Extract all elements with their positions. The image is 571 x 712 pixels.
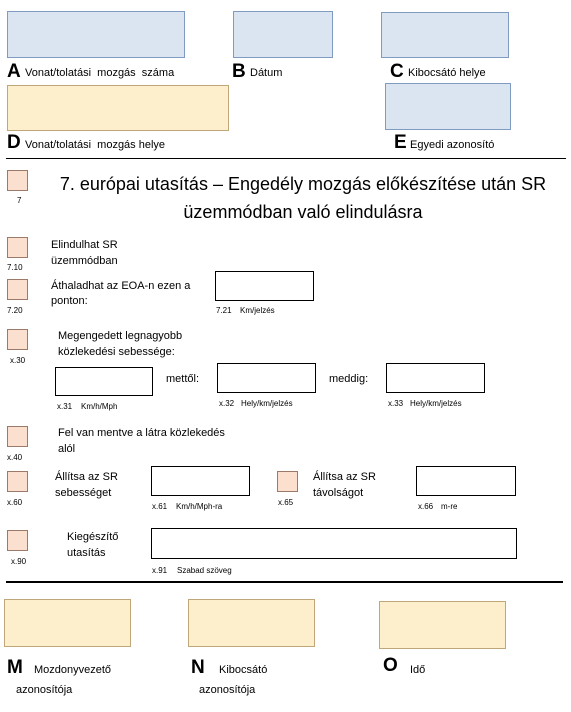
- item-7-10-checkbox[interactable]: [7, 237, 28, 258]
- item-7-10-text-line1: Elindulhat SR: [51, 239, 118, 251]
- field-o-box[interactable]: [379, 601, 506, 649]
- item-x-61-code: x.61: [152, 502, 168, 511]
- item-x-60-code: x.60: [7, 498, 23, 507]
- item-x-30-to-label: meddig:: [329, 373, 369, 385]
- item-7-10-text-line2: üzemmódban: [51, 255, 118, 267]
- field-c-label: Kibocsátó helye: [408, 67, 486, 79]
- field-a-label: Vonat/tolatási mozgás száma: [25, 67, 175, 79]
- item-7-20-text-line1: Áthaladhat az EOA-n ezen a: [51, 280, 191, 292]
- item-7-20-checkbox[interactable]: [7, 279, 28, 300]
- item-x-91-code: x.91: [152, 566, 168, 575]
- instruction-checkbox[interactable]: [7, 170, 28, 191]
- field-e-letter: E: [394, 132, 407, 153]
- item-x-40-code: x.40: [7, 453, 23, 462]
- field-o-label: Idő: [410, 664, 426, 676]
- item-7-21-input[interactable]: [215, 271, 314, 301]
- item-x-33-input[interactable]: [386, 363, 485, 393]
- field-n-letter: N: [191, 657, 205, 678]
- field-m-box[interactable]: [4, 599, 131, 647]
- item-x-90-text-line2: utasítás: [67, 547, 106, 559]
- field-a-box[interactable]: [7, 11, 185, 58]
- field-b-label: Dátum: [250, 67, 283, 79]
- field-m-label-line1: Mozdonyvezető: [34, 664, 112, 676]
- item-7-21-code: 7.21: [216, 306, 232, 315]
- top-divider: [6, 158, 566, 159]
- item-x-31-input[interactable]: [55, 367, 153, 396]
- item-x-30-from-label: mettől:: [166, 373, 200, 385]
- item-x-31-unit: Km/h/Mph: [81, 402, 118, 411]
- field-n-label-line1: Kibocsátó: [219, 664, 268, 676]
- item-x-40-text-line1: Fel van mentve a látra közlekedés: [58, 427, 225, 439]
- item-x-33-unit: Hely/km/jelzés: [410, 399, 462, 408]
- item-x-65-checkbox[interactable]: [277, 471, 298, 492]
- item-7-10-code: 7.10: [7, 263, 23, 272]
- field-d-letter: D: [7, 132, 21, 153]
- item-x-61-input[interactable]: [151, 466, 250, 496]
- item-x-61-unit: Km/h/Mph-ra: [176, 502, 223, 511]
- item-x-90-checkbox[interactable]: [7, 530, 28, 551]
- item-x-91-input[interactable]: [151, 528, 517, 559]
- instruction-title-line2: üzemmódban való elindulásra: [183, 202, 423, 222]
- item-x-30-text-line1: Megengedett legnagyobb: [58, 330, 183, 342]
- field-o-letter: O: [383, 655, 398, 676]
- item-x-60-text-line2: sebességet: [55, 487, 112, 499]
- item-x-66-unit: m-re: [441, 502, 458, 511]
- field-a-letter: A: [7, 61, 21, 82]
- field-d-box[interactable]: [7, 85, 229, 131]
- item-x-30-code: x.30: [10, 356, 26, 365]
- bottom-divider: [6, 581, 563, 583]
- instruction-code: 7: [17, 196, 22, 205]
- field-e-label: Egyedi azonosító: [410, 139, 495, 151]
- item-x-90-code: x.90: [11, 557, 27, 566]
- item-7-21-unit: Km/jelzés: [240, 306, 275, 315]
- field-b-box[interactable]: [233, 11, 333, 58]
- item-x-33-code: x.33: [388, 399, 404, 408]
- item-x-65-text-line2: távolságot: [313, 487, 364, 499]
- item-x-90-text-line1: Kiegészítő: [67, 531, 119, 543]
- field-b-letter: B: [232, 61, 246, 82]
- field-m-label-line2: azonosítója: [16, 684, 73, 696]
- item-x-30-checkbox[interactable]: [7, 329, 28, 350]
- field-n-label-line2: azonosítója: [199, 684, 256, 696]
- field-c-box[interactable]: [381, 12, 509, 58]
- item-7-20-text-line2: ponton:: [51, 295, 88, 307]
- item-x-60-text-line1: Állítsa az SR: [55, 471, 118, 483]
- item-x-30-text-line2: közlekedési sebessége:: [58, 346, 175, 358]
- field-c-letter: C: [390, 61, 404, 82]
- item-x-91-unit: Szabad szöveg: [177, 566, 232, 575]
- item-x-40-checkbox[interactable]: [7, 426, 28, 447]
- field-n-box[interactable]: [188, 599, 315, 647]
- instruction-title-line1: 7. európai utasítás – Engedély mozgás előkészítése után SR: [59, 174, 547, 194]
- item-7-20-code: 7.20: [7, 306, 23, 315]
- item-x-32-input[interactable]: [217, 363, 316, 393]
- item-x-32-code: x.32: [219, 399, 235, 408]
- item-x-40-text-line2: alól: [58, 443, 76, 455]
- field-e-box[interactable]: [385, 83, 511, 130]
- item-x-66-input[interactable]: [416, 466, 516, 496]
- item-x-65-code: x.65: [278, 498, 294, 507]
- item-x-65-text-line1: Állítsa az SR: [313, 471, 376, 483]
- item-x-31-code: x.31: [57, 402, 73, 411]
- item-x-66-code: x.66: [418, 502, 434, 511]
- field-d-label: Vonat/tolatási mozgás helye: [25, 139, 166, 151]
- field-m-letter: M: [7, 657, 23, 678]
- item-x-60-checkbox[interactable]: [7, 471, 28, 492]
- item-x-32-unit: Hely/km/jelzés: [241, 399, 293, 408]
